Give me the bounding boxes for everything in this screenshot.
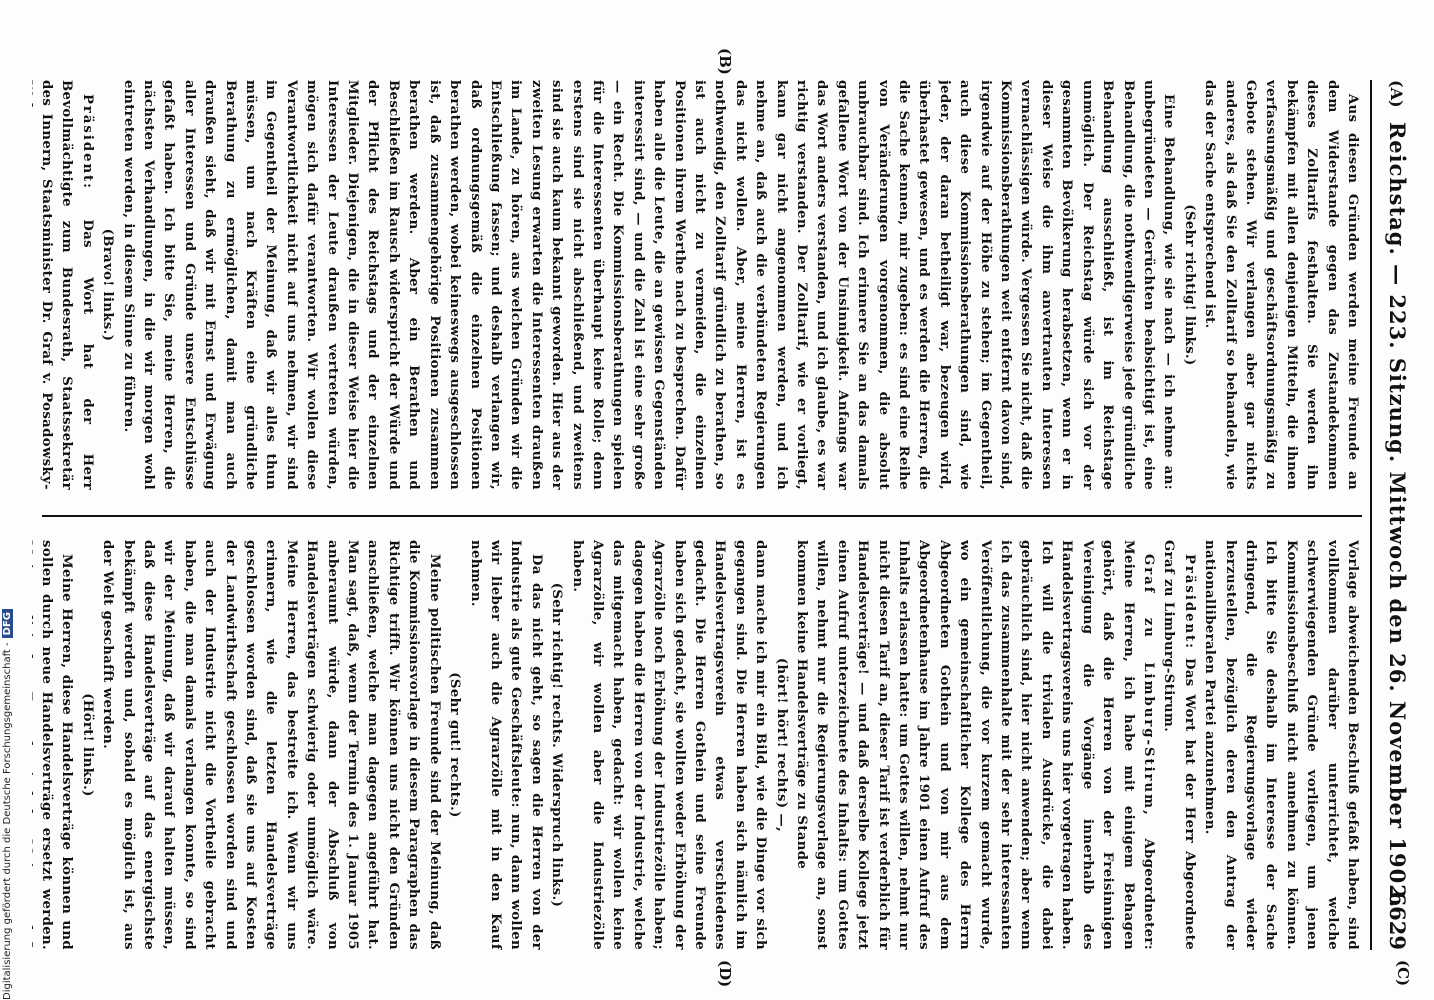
left-column bbox=[32, 80, 1362, 490]
speaker-label: Präsident: bbox=[79, 94, 95, 191]
digitization-credit bbox=[2, 0, 18, 1000]
credit-text: Digitalisierung gefördert durch die Deutsche Forschungsgemeinschaft - bbox=[2, 642, 13, 1000]
margin-marker-a: (A) bbox=[1387, 80, 1406, 108]
paragraph: Vorlage abweichenden Beschluß gefaßt haben, sind vollkommen darüber unterrichtet, welche schwerwiegenden Gründe vorliegen, um jenen Kommissionsbeschluß nicht annehmen zu können. Ich bitte Sie deshalb im Interesse der Sache dringend, die Regierungsvorlage wieder herzustellen, bezüglich deren den Antrag der nationalliberalen Partei anzunehmen. bbox=[1202, 540, 1360, 950]
paragraph: Eine Behandlung, wie sie nach — ich nehme an: unbegründeten — Gerüchten beabsichtigt ist, eine Behandlung, die nothwendigerweise jede gründliche Behandlung ausschließt, ist im Reichstage unmöglich. Der Reichstag würde sich vor der gesammten Bevölkerung herabsetzen, wenn er in dieser Weise die ihm anvertrauten Interessen vernachlässigen würde. Vergessen Sie nicht, daß die Kommissionsberathungen weit entfernt davon sind, irgendwie auf der Höhe zu stehen; im Gegentheil, auch diese Kommissionsberathungen sind, wie jeder, der daran betheiligt war, bezeugen wird, überhastet gewesen, und es werden die Herren, die die Sache kennen, mir zugeben: es sind eine Reihe von Veränderungen vorgenommen, die absolut unbrauchbar sind. Ich erinnere Sie an das damals gefallene Wort von der Unsinnigkeit. Anfangs war das Wort anders verstanden, und ich glaube, es war richtig verstanden. Der Zolltarif, wie er vorliegt, kann gar nicht angenommen werden, und ich nehme an, daß auch die verbündeten Regierungen das nicht wollen. Aber, meine Herren, ist es nothwendig, den Zolltarif gründlich zu berathen, so ist auch nicht zu vermeiden, die einzelnen Positionen ihrem Werthe nach zu besprechen. Dafür haben alle die Leute, die an gewissen Gegenständen interessirt sind, — und die Zahl ist eine sehr große — ein Recht. Die Kommissionsberathungen spielen für die Interessenten überhaupt keine Rolle; denn erstens sind sie nicht abschließend, und zweitens sind sie auch kaum bekannt geworden. Hier aus der zweiten Lesung erwarten die Interessenten draußen im Lande, zu hören, aus welchen Gründen wir die Entschließung fassen; und deshalb verlangen wir, daß ordnungsgemäß die einzelnen Positionen berathen werden, wobei keineswegs ausgeschlossen ist, daß zusammengehörige Positionen zusammen berathen werden. Aber ein Berathen und Beschließen im Rausch widerspricht der Würde und der Pflicht des Reichstags und der einzelnen Mitglieder. Diejenigen, die in dieser Weise hier die Interessen der Leute draußen vertreten würden, mögen sich dafür verantworten. Wir wollen diese Verantwortlichkeit nicht auf uns nehmen, wir sind im Gegentheil der Meinung, daß wir alles thun müssen, um nach Kräften eine gründliche Berathung zu ermöglichen, damit man auch draußen sieht, daß wir mit Ernst und Erwägung aller Interessen und Gründe unsere Entschlüsse gefaßt haben. Ich bitte Sie, meine Herren, die nächsten Verhandlungen, in die wir morgen wohl eintreten werden, in diesem Sinne zu führen. bbox=[120, 80, 1177, 490]
page-header bbox=[1372, 80, 1412, 950]
header-rule bbox=[1370, 80, 1372, 950]
interjection: (hört! hört! rechts) —, bbox=[773, 657, 789, 833]
margin-marker-d: (D) bbox=[716, 960, 734, 988]
page-title: Reichstag. — 223. Sitzung. Mittwoch den 26. November 1902. bbox=[1385, 121, 1410, 909]
paragraph: Aus diesen Gründen werden meine Freunde an dem Widerstande gegen das Zustandekommen dieses Zolltarifs festhalten. Sie werden ihn bekämpfen mit allen denjenigen Mitteln, die ihnen verfassungsmäßig und geschäftsordnungsmäßig zu Gebote stehen. Wir verlangen aber gar nichts anderes, als daß Sie den Zolltarif so behandeln, wie das der Sache entsprechend ist. bbox=[1202, 80, 1360, 490]
paragraph: Meine politischen Freunde sind der Meinung, daß die Kommissionsvorlage in diesem Paragraphen das Richtige trifft. Wir können uns nicht den Gründen anschließen, welche man dagegen angeführt hat. Man sagt, daß, wenn der Termin des 1. Januar 1905 anberaumt würde, dann der Abschluß von Handelsverträgen schwierig oder unmöglich wäre. Meine Herren, das bestreite ich. Wenn wir uns erinnern, wie die letzten Handelsverträge geschlossen worden sind, daß sie uns auf Kosten der Landwirthschaft geschlossen worden sind und auch der Industrie nicht die Vortheile gebracht haben, die man damals verlangen konnte, so sind wir der Meinung, daß wir darauf halten müssen, daß diese Handelsverträge auf das energischste bekämpft werden und, sobald es möglich ist, aus der Welt geschafft werden. bbox=[100, 540, 442, 950]
interjection: (Sehr richtig! rechts. Widerspruch links.) bbox=[549, 582, 565, 908]
column-divider bbox=[42, 515, 1362, 517]
dfg-logo: DFG bbox=[2, 609, 13, 638]
page-number: 6629 bbox=[1385, 891, 1410, 950]
paragraph: Meine Herren, diese Handelsverträge können und sollen durch neue Handelsverträge ersetzt werden. bbox=[39, 540, 75, 950]
interjection: (Sehr richtig! links.) bbox=[1181, 204, 1197, 366]
speaker-label: Graf zu Limburg-Stirum, bbox=[1140, 554, 1156, 817]
paragraph: Das Wort hat der Herr Abgeordnete Graf zu Limburg-Stirum. bbox=[1161, 540, 1197, 950]
speaker-label: Präsident: bbox=[1181, 554, 1197, 651]
interjection: (Sehr gut! rechts.) bbox=[447, 672, 463, 818]
margin-marker-c: (C) bbox=[1394, 960, 1412, 987]
interjection: (Bravo! links.) bbox=[100, 228, 116, 342]
margin-marker-b: (B) bbox=[716, 48, 734, 75]
paragraph: Abgeordneter: Meine Herren, ich habe mit einigem Behagen gehört, daß die Herren von der Freisinnigen Vereinigung die Vorgänge innerhalb des Handelsvertragsvereins uns hier vorgetragen haben. Ich will die trivialen Ausdrücke, die dabei gebräuchlich sind, hier nicht anwenden; aber wenn ich das zusammenhalte mit der sehr interessanten Veröffentlichung, die vor kurzem gemacht wurde, wo ein gemeinschaftlicher Kollege des Herrn Abgeordneten Gothein und von mir aus dem Abgeordnetenhause im Jahre 1901 einen Aufruf des Inhalts erlassen hatte: um Gottes willen, nehmt nur nicht diesen Tarif an, dieser Tarif ist verderblich für Handelsverträge! — und daß derselbe Kollege jetzt einen Aufruf unterzeichnete des Inhalts: um Gottes willen, nehmt nur die Regierungsvorlage an, sonst kommen keine Handelsverträge zu Stande bbox=[794, 540, 1156, 950]
interjection: (Hört! links.) bbox=[79, 693, 95, 797]
paragraph: Da das nicht geht, so sagen die Herren von der Industrie als gute Geschäftsleute: nun, dann wollen wir lieber auch die Agrarzölle mit in den Kauf nehmen. bbox=[467, 540, 544, 950]
right-column bbox=[32, 540, 1362, 950]
paragraph: Das Wort hat der Herr Bevollmächtigte zum Bundesrath, Staatssekretär des Innern, Staatsminister Dr. Graf v. Posadowsky- bbox=[39, 80, 95, 490]
paragraph: dann mache ich mir ein Bild, wie die Dinge vor sich gegangen sind. Die Herren haben sich nämlich im Handelsvertragsverein etwas verschiedenes gedacht. Die Herren Gothein und seine Freunde haben sich gedacht, sie wollten weder Erhöhung der Agrarzölle noch Erhöhung der Industriezölle haben; dagegen haben die Herren von der Industrie, welche das mitgemacht haben, gedacht: wir wollen keine Agrarzölle, wir wollen aber die Industriezölle haben. bbox=[569, 540, 769, 950]
